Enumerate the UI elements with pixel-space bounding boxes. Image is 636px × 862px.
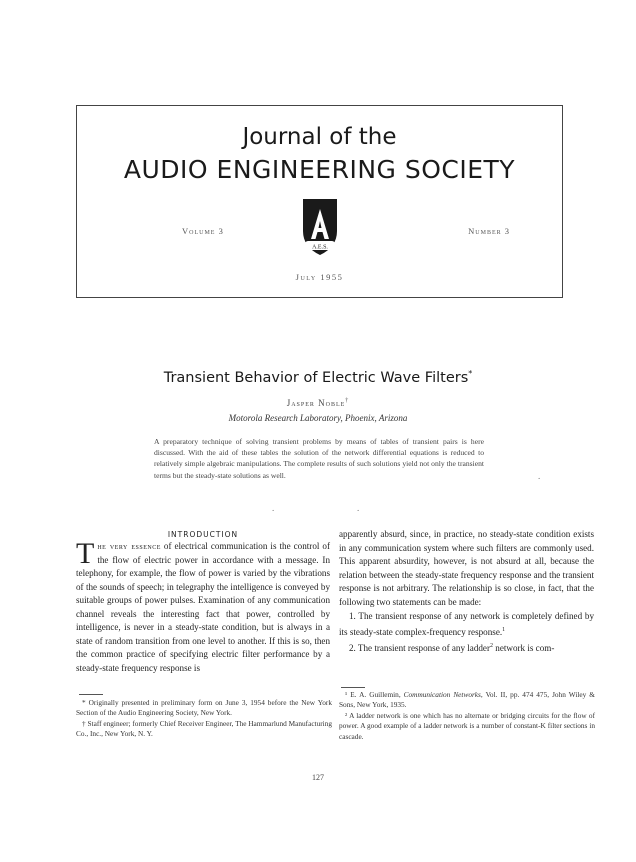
statement-2-end: network is com-	[493, 643, 555, 654]
left-body-text: of electrical communication is the control of the flow of electric power in accordance with a message. In telephony, for example, the flow of power is varied by the vibrations of the sounds of speech; in telegraphy the intelligence is conveyed by suitable groups of power pulses. Examination of any communication channel reveals the interesting fact that power, controlled by intelligence, is never in a steady-state condition, but is always in a state of random transition from one level to another. If this is so, then the common practice of specifying electric filter performance by a steady-state frequency response is	[76, 541, 330, 673]
footnote-rule	[79, 694, 103, 695]
title-footnote-mark: *	[468, 369, 473, 378]
body-column-left: INTRODUCTION T he very essence of electrical communication is the control of the flow of electric power in accordance with a message. In telephony, for example, the flow of power is varied by the vibrations of the sounds of speech; in telegraphy the intelligence is conveyed by suitable groups of power pulses. Examination of any communication channel reveals the interesting fact that power, controlled by intelligence, is never in a steady-state condition, but is always in a state of random transition from one level to another. If this is so, then the common practice of specifying electric filter performance by a steady-state frequency response is	[76, 530, 330, 673]
author-affiliation: Motorola Research Laboratory, Phoenix, Arizona	[228, 413, 408, 423]
lead-smallcaps: he very essence	[97, 541, 161, 551]
cited-book-title: Communication Networks	[403, 690, 481, 699]
aes-logo-icon	[301, 197, 339, 257]
footnotes-right	[339, 690, 595, 742]
abstract: A preparatory technique of solving transient problems by means of tables of transient pairs is here discussed. With the aid of these tables the solution of the network differential equations is reduced to relatively simple algebraic manipulations. The complete results of such solutions yield not only the transient terms but the steady-state solutions as well.	[154, 437, 484, 480]
logo-letters: A.E.S.	[312, 244, 328, 251]
separator-dot: .	[272, 503, 275, 513]
separator-dot: .	[357, 503, 360, 513]
issue-date: July 1955	[295, 272, 344, 282]
footnote-rule	[341, 687, 365, 688]
body-column-right	[339, 528, 594, 656]
drop-cap: T	[76, 537, 95, 570]
masthead-box	[76, 105, 563, 298]
author-text: Jasper Noble	[286, 398, 346, 408]
page-number: 127	[312, 773, 324, 782]
footnote-1: ¹ E. A. Guillemin, Communication Networks, Vol. II, pp. 474 475, John Wiley & Sons, New York, 1935.	[339, 690, 595, 710]
statement-2-text: 2. The transient response of any ladder	[349, 643, 490, 654]
journal-line: Journal of the	[242, 124, 397, 150]
article-title	[0, 369, 636, 386]
footnote-ref-2: 2	[490, 643, 493, 650]
separator-dot: .	[538, 471, 541, 481]
right-body-text: apparently absurd, since, in practice, no steady-state condition exists in any communication system where such filters are commonly used. This apparent absurdity, however, is not absurd at all, because the relation between the steady-state frequency response and the transient response is not arbitrary. The relationship is so close, in fact, that the following two statements can be made:	[339, 529, 594, 607]
volume-label: Volume 3	[182, 226, 224, 236]
statement-1-text: 1. The transient response of any network is completely defined by its steady-state complex-frequency response.	[339, 611, 594, 637]
footnote-2: ² A ladder network is one which has no alternate or bridging circuits for the flow of power. A good example of a ladder network is a number of constant-K filter sections in cascade.	[339, 710, 595, 741]
title-text: Transient Behavior of Electric Wave Filters	[163, 369, 469, 386]
number-label: Number 3	[468, 226, 510, 236]
author-footnote-mark: †	[345, 398, 350, 404]
statement-2	[339, 640, 594, 656]
statement-1	[339, 610, 594, 639]
footnote-origin: * Originally presented in preliminary form on June 3, 1954 before the New York Section of the Audio Engineering Society, New York.	[76, 698, 332, 718]
society-name: AUDIO ENGINEERING SOCIETY	[123, 155, 516, 184]
author-name	[0, 398, 636, 408]
footnotes-left	[76, 698, 332, 740]
footnote-author: † Staff engineer; formerly Chief Receiver Engineer, The Hammarlund Manufacturing Co., Inc., New York, N. Y.	[76, 718, 332, 739]
footnote-ref-1: 1	[502, 626, 506, 633]
